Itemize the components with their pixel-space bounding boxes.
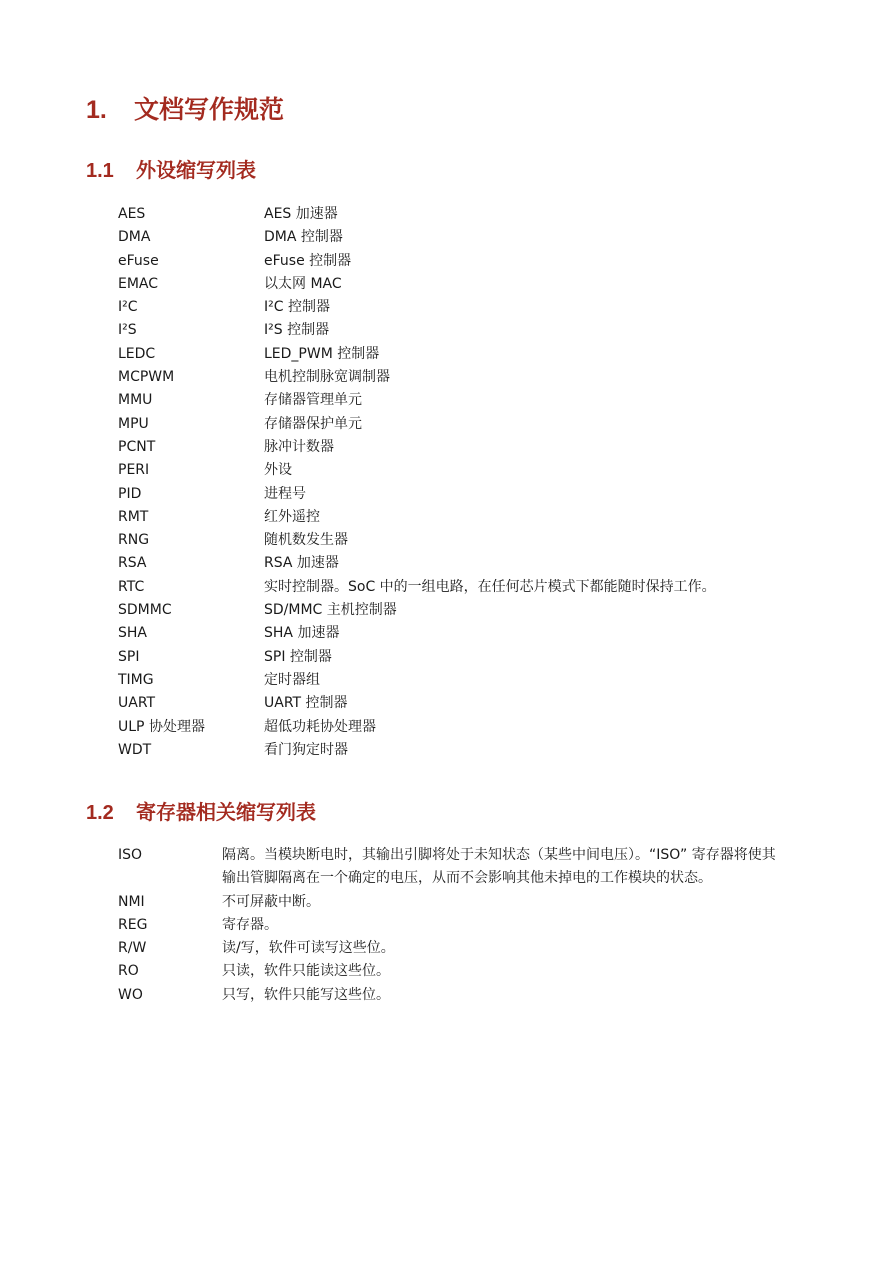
description: SD/MMC 主机控制器 (264, 602, 397, 619)
abbreviation: R/W (118, 940, 147, 957)
description: DMA 控制器 (264, 229, 343, 246)
table-row (118, 389, 818, 412)
table-row (118, 646, 818, 669)
description: 脉冲计数器 (264, 438, 334, 455)
abbreviation: RTC (118, 578, 145, 595)
abbreviation: DMA (118, 229, 151, 246)
section-heading-registers (86, 796, 316, 825)
description: 只写，软件只能写这些位。 (222, 986, 390, 1003)
description: 外设 (264, 462, 292, 479)
table-row (118, 716, 818, 739)
description: 读/写，软件可读写这些位。 (222, 940, 395, 957)
abbreviation: I²C (118, 299, 138, 316)
abbreviation: REG (118, 916, 148, 933)
abbreviation: SHA (118, 625, 147, 642)
abbreviation: SPI (118, 648, 140, 665)
description: UART 控制器 (264, 695, 348, 712)
table-row (118, 576, 818, 599)
table-row (118, 844, 798, 891)
section-title: 外设缩写列表 (136, 158, 256, 182)
table-row (118, 599, 818, 622)
abbreviation: LEDC (118, 345, 156, 362)
table-row (118, 436, 818, 459)
table-row (118, 914, 798, 937)
abbreviation: AES (118, 206, 146, 222)
description: SPI 控制器 (264, 648, 332, 665)
table-row (118, 529, 818, 552)
table-row (118, 739, 818, 762)
table-row (118, 552, 818, 575)
table-row (118, 891, 798, 914)
table-row (118, 506, 818, 529)
abbreviation: NMI (118, 893, 145, 910)
description: 只读，软件只能读这些位。 (222, 963, 390, 980)
table-row (118, 984, 798, 1007)
table-row (118, 413, 818, 436)
description: eFuse 控制器 (264, 252, 352, 269)
chapter-title: 文档写作规范 (134, 95, 285, 124)
description: 超低功耗协处理器 (264, 718, 376, 735)
description: 定时器组 (264, 671, 320, 688)
section-heading-peripherals (86, 154, 256, 183)
abbreviation: MPU (118, 415, 149, 432)
table-row (118, 319, 818, 342)
description: I²S 控制器 (264, 322, 330, 339)
table-row (118, 960, 798, 983)
description: 红外遥控 (264, 508, 320, 525)
table-row (118, 250, 818, 273)
description: 看门狗定时器 (264, 741, 348, 758)
abbreviation: EMAC (118, 275, 159, 292)
abbreviation: I²S (118, 322, 137, 339)
abbreviation: PID (118, 485, 142, 502)
description: 存储器管理单元 (264, 392, 362, 409)
description: 寄存器。 (222, 916, 278, 933)
abbreviation: RNG (118, 532, 150, 549)
description: 随机数发生器 (264, 532, 348, 549)
abbreviation: WO (118, 986, 143, 1003)
description: 进程号 (264, 485, 306, 502)
abbreviation: MCPWM (118, 369, 175, 386)
description: 以太网 MAC (264, 275, 342, 292)
description: LED_PWM 控制器 (264, 345, 380, 362)
description: 电机控制脉宽调制器 (264, 369, 390, 386)
table-row (118, 273, 818, 296)
table-row (118, 366, 818, 389)
description: RSA 加速器 (264, 555, 339, 572)
table-row (118, 692, 818, 715)
abbreviation: PERI (118, 462, 150, 479)
abbreviation: eFuse (118, 252, 159, 269)
abbreviation: ISO (118, 847, 143, 863)
peripheral-abbreviation-table (118, 203, 818, 762)
abbreviation: MMU (118, 392, 153, 409)
description: 不可屏蔽中断。 (222, 893, 320, 910)
abbreviation: SDMMC (118, 602, 172, 619)
abbreviation: RMT (118, 508, 149, 525)
table-row (118, 622, 818, 645)
abbreviation: PCNT (118, 438, 156, 455)
table-row (118, 669, 818, 692)
description: 存储器保护单元 (264, 415, 362, 432)
chapter-number: 1. (86, 96, 107, 124)
abbreviation: WDT (118, 741, 152, 758)
table-row (118, 226, 818, 249)
description: 实时控制器。SoC 中的一组电路，在任何芯片模式下都能随时保持工作。 (264, 578, 716, 595)
description: 隔离。当模块断电时，其输出引脚将处于未知状态（某些中间电压）。“ISO” 寄存器将使其输出管脚隔离在一个确定的电压，从而不会影响其他未掉电的工作模块的状态。 (222, 847, 776, 887)
description: I²C 控制器 (264, 299, 330, 316)
table-row (118, 343, 818, 366)
section-title: 寄存器相关缩写列表 (136, 800, 316, 824)
abbreviation: RSA (118, 555, 147, 572)
table-row (118, 483, 818, 506)
abbreviation: UART (118, 695, 156, 712)
section-number: 1.2 (86, 802, 114, 824)
table-row (118, 459, 818, 482)
section-number: 1.1 (86, 160, 114, 182)
table-row (118, 296, 818, 319)
chapter-heading (86, 90, 284, 126)
description: AES 加速器 (264, 206, 338, 222)
abbreviation: TIMG (118, 671, 154, 688)
table-row (118, 937, 798, 960)
abbreviation: RO (118, 963, 139, 980)
register-abbreviation-table (118, 844, 798, 1007)
description: SHA 加速器 (264, 625, 340, 642)
abbreviation: ULP 协处理器 (118, 718, 205, 735)
table-row (118, 203, 818, 226)
